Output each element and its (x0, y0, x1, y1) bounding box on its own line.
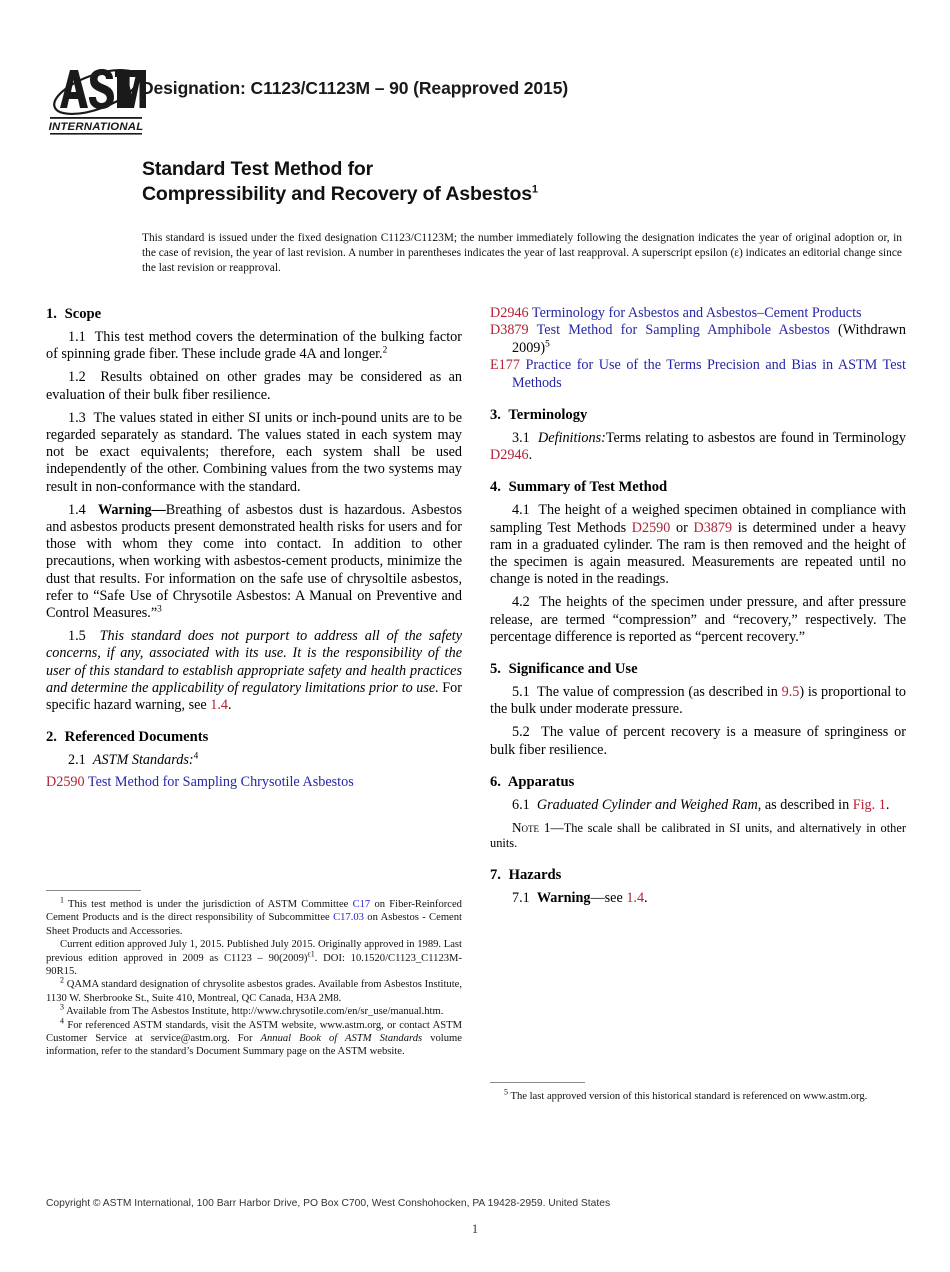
footnote-3-text: Available from The Asbestos Institute, http://www.chrysotile.com/en/sr_use/manual.htm. (66, 1006, 444, 1018)
para-1-4-warning-label: Warning— (97, 501, 166, 518)
para-1-2-number: 1.2 (68, 369, 86, 386)
reference-suffix-d3879: (Withdrawn 2009) (512, 322, 906, 356)
para-5-2-number: 5.2 (512, 724, 530, 741)
page-number: 1 (471, 1222, 479, 1236)
para-1-3-text: The values stated in either SI units or inch-pound units are to be regarded separately as standard. The values stated in each system may not be exact equivalents; therefore, each system shall be used independently of the other. Combining values from the two systems may result in non-conformance with the standard. (46, 409, 462, 495)
para-4-1-text-c: is determined under a heavy ram in a graduated cylinder. The ram is then removed and the height of the specimen is again measured. Measurements are repeated until no change is noted in the readings. (490, 519, 906, 588)
para-5-1-text-b: ) is proportional to the bulk under moderate pressure. (490, 684, 906, 718)
footnote-1-marker: 1 (60, 895, 64, 905)
footnote-5-text: The last approved version of this historical standard is referenced on www.astm.org. (510, 1091, 868, 1102)
footnote-1-text-a: This test method is under the jurisdiction of ASTM Committee (68, 899, 353, 910)
reference-title-d3879[interactable]: Test Method for Sampling Amphibole Asbestos (536, 322, 830, 339)
footnote-link-c17-03[interactable]: C17.03 (333, 912, 364, 924)
footnote-edition-doi: . DOI: 10.1520/C1123_C1123M-90R15. (46, 952, 462, 978)
footnote-4-marker: 4 (60, 1016, 64, 1026)
section-heading-terminology (490, 406, 906, 424)
para-4-1 (490, 502, 906, 588)
section-title-5: Significance and Use (508, 661, 638, 678)
para-3-1-definitions-label: Definitions: (538, 430, 606, 447)
link-fig-1[interactable]: Fig. 1 (852, 796, 886, 813)
para-1-1-text: This test method covers the determination of the bulking factor of spinning grade fiber. These include grade 4A and longer. (46, 329, 462, 363)
link-d2946[interactable]: D2946 (490, 447, 529, 464)
link-d3879[interactable]: D3879 (693, 519, 733, 536)
reference-id-e177[interactable]: E177 (490, 357, 520, 374)
para-2-1-footnote-marker: 4 (193, 751, 199, 762)
section-number-3: 3. (490, 407, 501, 424)
para-7-1-text-b: . (644, 889, 648, 906)
footnote-edition-epsilon: ε1 (307, 949, 315, 959)
para-4-2-text: The heights of the specimen under pressure, and after pressure release, are termed “compression” and “recovery,” respectively. The percentage difference is reported as “percent recovery.” (490, 594, 906, 645)
section-title-1: Scope (64, 306, 102, 322)
reference-title-d2946[interactable]: Terminology for Asbestos and Asbestos–Cement Products (531, 305, 862, 321)
footnote-separator-right (490, 1082, 585, 1083)
astm-logo-international-text: INTERNATIONAL (48, 121, 144, 133)
title-line-1: Standard Test Method for (142, 158, 374, 180)
footnote-separator-left (46, 890, 141, 891)
footnote-1-text-b: on Fiber-Reinforced Cement Products and is the direct responsibility of Subcommittee (46, 899, 462, 924)
para-1-1-footnote-marker: 2 (382, 345, 388, 356)
footnotes-left-column (46, 890, 462, 1059)
section-number-4: 4. (490, 479, 501, 496)
para-1-4 (46, 502, 462, 622)
para-5-1 (490, 684, 906, 718)
reference-id-d2946[interactable]: D2946 (490, 305, 529, 321)
para-2-1-title: ASTM Standards: (92, 752, 194, 769)
para-6-1 (490, 797, 906, 814)
designation-line: Designation: C1123/C1123M – 90 (Reapproved 2015) (141, 78, 569, 98)
para-5-2 (490, 724, 906, 758)
para-2-1 (46, 752, 462, 769)
footnote-2-text: QAMA standard designation of chrysolite asbestos grades. Available from Asbestos Institute, 1130 W. Sherbrooke St., Suite 410, Montreal, QC Canada, H3A 2M8. (46, 979, 462, 1004)
footnote-link-c17[interactable]: C17 (352, 899, 371, 910)
preamble-text: This standard is issued under the fixed designation C1123/C1123M; the number immediately following the designation indicates the year of original adoption or, in the case of revision, the year of last revision. A number in parentheses indicates the year of last reapproval. A superscript epsilon (ε) indicates an editorial change since the last revision or reapproval. (142, 232, 902, 275)
footnote-4 (46, 1016, 463, 1059)
para-1-2-text: Results obtained on other grades may be considered as an evaluation of their bulk fiber resilience. (46, 369, 462, 403)
title-line-2 (142, 182, 902, 207)
para-7-1 (490, 890, 906, 907)
reference-id-d3879[interactable]: D3879 (490, 322, 529, 339)
footnote-1 (46, 895, 463, 938)
section-heading-summary (490, 478, 906, 496)
para-6-1-text-a: , as described in (757, 796, 853, 813)
para-4-1-text-a: The height of a weighed specimen obtained in compliance with sampling Test Methods (490, 502, 906, 536)
para-1-4-number: 1.4 (68, 501, 86, 518)
section-heading-hazards (490, 866, 906, 884)
para-7-1-warning-label: Warning (536, 889, 591, 906)
link-1-4[interactable]: 1.4 (210, 697, 228, 714)
footnote-edition-text: Current edition approved July 1, 2015. Published July 2015. Originally approved in 1989. Last previous edition approved in 2009 as C1123 – 90(2009) (46, 939, 462, 964)
para-1-4-text: Breathing of asbestos dust is hazardous. Asbestos and asbestos products present demonstrated health risks for users and for those with whom they come into contact. In addition to other precautions, when working with asbestos-cement products, minimize the dust that results. For information on the safe use of chrysoltile asbestos, refer to “Safe Use of Chrysotile Asbestos: A Manual on Preventive and Control Measures.” (46, 501, 463, 622)
reference-title-d2590[interactable]: Test Method for Sampling Chrysotile Asbestos (87, 774, 354, 791)
note-1 (490, 820, 906, 852)
para-6-1-italic-text: Graduated Cylinder and Weighed Ram (536, 796, 758, 813)
note-1-text: The scale shall be calibrated in SI units, and alternatively in other units. (490, 821, 906, 851)
link-9-5[interactable]: 9.5 (781, 684, 800, 701)
para-3-1-text: Terms relating to asbestos are found in Terminology (605, 430, 906, 447)
footnote-3-marker: 3 (60, 1002, 64, 1012)
link-d2590[interactable]: D2590 (631, 519, 671, 536)
para-1-2 (46, 369, 462, 403)
note-1-label: Note 1— (512, 820, 564, 836)
document-header (46, 60, 906, 140)
reference-title-e177[interactable]: Practice for Use of the Terms Precision and Bias in ASTM Test Methods (512, 357, 906, 391)
para-5-1-text-a: The value of compression (as described in (537, 684, 782, 701)
document-title (142, 157, 902, 207)
para-4-2-number: 4.2 (512, 594, 530, 611)
title-footnote-marker: 1 (531, 183, 538, 196)
para-3-1-end: . (528, 447, 533, 464)
para-4-2 (490, 594, 906, 646)
astm-logo (46, 60, 146, 138)
section-number-5: 5. (490, 661, 501, 678)
title-line-2-text: Compressibility and Recovery of Asbestos (142, 183, 532, 205)
copyright-notice: Copyright © ASTM International, 100 Barr Harbor Drive, PO Box C700, West Conshohocken, PA 19428-2959. United States (46, 1198, 611, 1209)
right-column (490, 305, 906, 913)
section-title-2: Referenced Documents (64, 729, 209, 746)
left-column (46, 305, 462, 792)
para-5-1-number: 5.1 (512, 684, 530, 701)
para-6-1-number: 6.1 (512, 796, 530, 813)
footnote-3 (46, 1002, 462, 1018)
para-2-1-number: 2.1 (68, 752, 86, 769)
link-1-4-hazards[interactable]: 1.4 (626, 889, 645, 906)
para-1-4-footnote-marker: 3 (157, 604, 162, 615)
section-number-1: 1. (46, 306, 57, 322)
para-1-1-number: 1.1 (68, 329, 86, 345)
footnote-4-italic: Annual Book of ASTM Standards (260, 1033, 423, 1045)
section-heading-scope (46, 305, 462, 323)
para-7-1-text-a: —see (590, 889, 627, 906)
section-number-2: 2. (46, 729, 57, 746)
para-1-5-tail: For specific hazard warning, see (46, 679, 463, 714)
reference-id-d2590[interactable]: D2590 (46, 774, 85, 791)
footnote-4-text-b: volume information, refer to the standard’s Document Summary page on the ASTM website. (46, 1033, 462, 1058)
para-7-1-number: 7.1 (512, 889, 530, 906)
footnote-edition-info (46, 938, 462, 978)
section-title-7: Hazards (508, 866, 562, 883)
footnote-5-marker: 5 (504, 1087, 508, 1097)
section-title-4: Summary of Test Method (508, 479, 668, 496)
para-1-3-number: 1.3 (68, 409, 86, 426)
footnote-2-marker: 2 (60, 975, 64, 985)
para-1-3 (46, 410, 462, 496)
section-title-6: Apparatus (507, 773, 575, 790)
para-4-1-number: 4.1 (512, 502, 530, 519)
para-6-1-text-b: . (885, 796, 890, 813)
reference-entry-d3879 (490, 322, 906, 357)
reference-entry-e177 (490, 357, 906, 392)
para-1-5 (46, 628, 462, 714)
reference-entry-d2590 (46, 774, 462, 791)
para-3-1-number: 3.1 (512, 430, 530, 447)
footnote-1-text-c: on Asbestos - Cement Sheet Products and Accessories. (46, 912, 463, 937)
section-heading-referenced-documents (46, 728, 462, 746)
section-number-7: 7. (490, 866, 501, 883)
section-number-6: 6. (490, 773, 501, 790)
reference-footnote-marker-d3879: 5 (545, 339, 550, 350)
section-heading-apparatus (490, 773, 906, 791)
reference-entry-d2946 (490, 305, 906, 322)
para-1-5-end: . (228, 697, 232, 714)
para-1-1 (46, 329, 462, 363)
para-1-5-italic-text: This standard does not purport to address all of the safety concerns, if any, associated with its use. It is the responsibility of the user of this standard to establish appropriate safety and health practices and determine the applicability of regulatory limitations prior to use. (46, 628, 462, 696)
para-1-5-number: 1.5 (68, 628, 86, 645)
footnote-2 (46, 975, 462, 1005)
section-heading-significance (490, 660, 906, 678)
section-title-3: Terminology (508, 407, 588, 424)
footnote-5 (490, 1087, 906, 1103)
para-4-1-text-b: or (670, 519, 694, 536)
footnote-4-text-a: For referenced ASTM standards, visit the ASTM website, www.astm.org, or contact ASTM Customer Service at service@astm.org. For (46, 1019, 463, 1045)
para-3-1 (490, 430, 906, 464)
footnotes-right-column (490, 1082, 906, 1103)
para-5-2-text: The value of percent recovery is a measure of springiness or bulk fiber resilience. (490, 724, 906, 758)
